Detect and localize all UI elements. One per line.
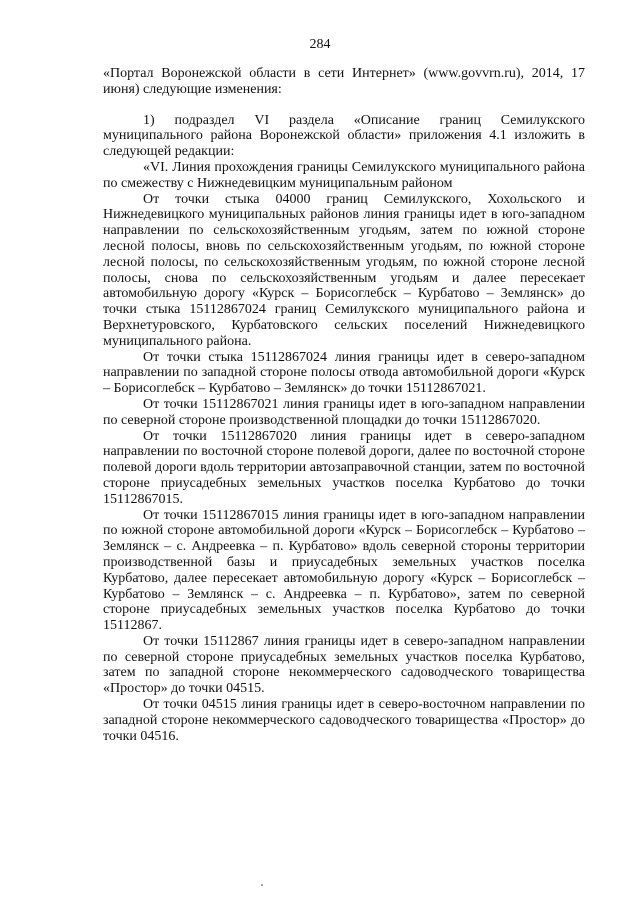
paragraph-point-04000: От точки стыка 04000 границ Семилукского, Хохольского и Нижнедевицкого муниципальных районов линия границы идет в юго-западном направлении по сельскохозяйственным угодьям, затем по южной стороне лесной полосы, вновь по сельскохозяйственным угодьям, по южной стороне лесной полосы, по сельскохозяйственным угодьям, по южной стороне лесной полосы, снова по сельскохозяйственным угодьям и далее пересекает автомобильную дорогу «Курск – Борисоглебск – Курбатово – Землянск» до точки стыка 15112867024 границ Семилукского муниципального района и Верхнетуровского, Курбатовского сельских поселений Нижнедевицкого муниципального района. — [103, 191, 585, 349]
paragraph-portal-reference: «Портал Воронежской области в сети Интернет» (www.govvrn.ru), 2014, 17 июня) следующие изменения: — [103, 66, 585, 97]
paragraph-section-heading: «VI. Линия прохождения границы Семилукского муниципального района по смежеству с Нижнедевицким муниципальным районом — [103, 159, 585, 191]
page-number: 284 — [309, 37, 331, 52]
paragraph-point-15112867015: От точки 15112867015 линия границы идет в юго-западном направлении по южной стороне автомобильной дороги «Курск – Борисоглебск – Курбатово – Землянск – с. Андреевка – п. Курбатово» вдоль северной стороны территории производственной базы и приусадебных земельных участков поселка Курбатово, далее пересекает автомобильную дорогу «Курск – Борисоглебск – Курбатово – Землянск – с. Андреевка – п. Курбатово», затем по северной стороне приусадебных земельных участков поселка Курбатово до точки 15112867. — [103, 507, 585, 634]
paragraph-point-04515: От точки 04515 линия границы идет в северо-восточном направлении по западной стороне некоммерческого садоводческого товарищества «Простор» до точки 04516. — [103, 697, 585, 744]
paragraph-point-15112867021: От точки 15112867021 линия границы идет в юго-западном направлении по северной стороне производственной площадки до точки 15112867020. — [103, 396, 585, 428]
paragraph-amendment-item: 1) подраздел VI раздела «Описание границ Семилукского муниципального района Воронежской области» приложения 4.1 изложить в следующей редакции: — [103, 112, 585, 160]
document-body — [103, 66, 585, 744]
paragraph-point-15112867: От точки 15112867 линия границы идет в северо-западном направлении по северной стороне приусадебных земельных участков поселка Курбатово, затем по западной стороне некоммерческого садоводческого товарищества «Простор» до точки 04515. — [103, 633, 585, 697]
scan-dot-mark — [261, 884, 263, 886]
paragraph-point-15112867024: От точки стыка 15112867024 линия границы идет в северо-западном направлении по западной стороне полосы отвода автомобильной дороги «Курск – Борисоглебск – Курбатово – Землянск» до точки 15112867021. — [103, 349, 585, 397]
paragraph-point-15112867020: От точки 15112867020 линия границы идет в северо-западном направлении по восточной стороне полевой дороги, далее по восточной стороне полевой дороги вдоль территории автозаправочной станции, затем по восточной стороне приусадебных земельных участков поселка Курбатово до точки 15112867015. — [103, 428, 585, 507]
